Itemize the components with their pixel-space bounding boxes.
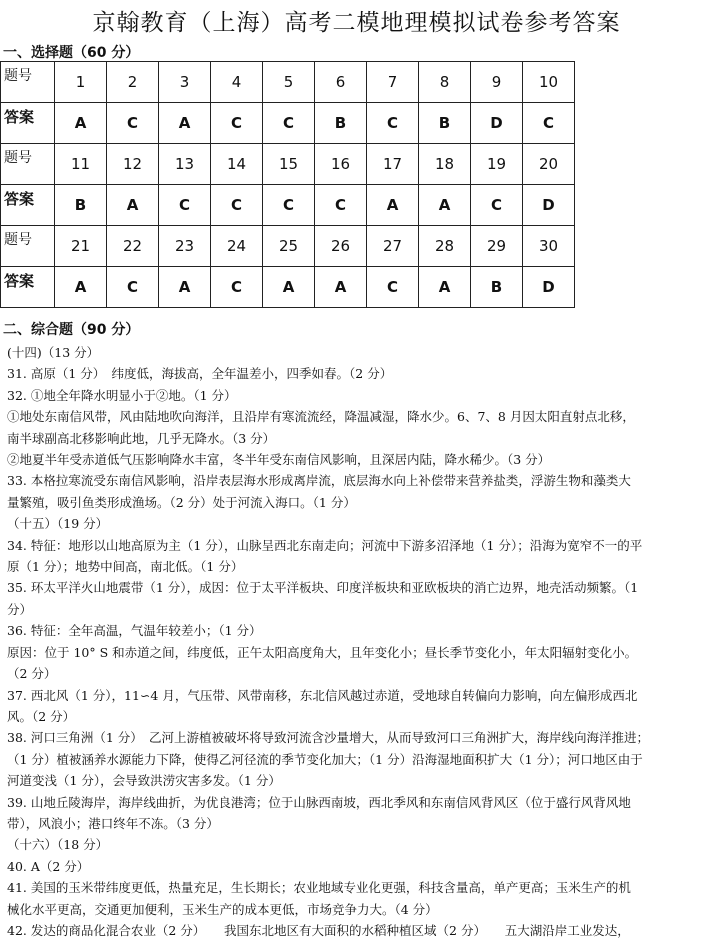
answer-text-line: 42. 发达的商品化混合农业（2 分） 我国东北地区有大面积的水稻种植区域（2 分） 五大湖沿岸工业发达， [7,922,630,938]
answer-table [0,61,575,308]
answer-text-block [7,342,707,941]
question-number-cell: 8 [419,62,471,103]
answer-cell: D [523,185,575,226]
answer-cell: D [471,103,523,144]
answer-text-line: （1 分）植被涵养水源能力下降，使得乙河径流的季节变化加大；（1 分）沿海湿地面积扩大（1 分）；河口地区由于 [7,751,643,767]
page-title: 京翰教育（上海）高考二模地理模拟试卷参考答案 [92,10,621,36]
question-number-cell: 24 [211,226,263,267]
question-number-cell: 23 [159,226,211,267]
answer-cell: D [523,267,575,308]
question-number-cell: 22 [107,226,159,267]
answer-cell: A [107,185,159,226]
answer-cell: C [315,185,367,226]
answer-text-line: 39. 山地丘陵海岸，海岸线曲折，为优良港湾；位于山脉西南坡，西北季风和东南信风背风区（位于盛行风背风地 [7,794,631,810]
answer-row [1,185,575,226]
question-number-cell: 11 [55,144,107,185]
answer-text-line: 带），风浪小；港口终年不冻。（3 分） [7,815,219,831]
answer-cell: B [471,267,523,308]
answer-cell: C [107,267,159,308]
answer-cell: C [367,103,419,144]
answer-cell: C [471,185,523,226]
question-number-cell: 7 [367,62,419,103]
row-label-question-number: 题号 [1,62,55,103]
section-heading-comprehensive: 二、综合题（90 分） [3,322,140,338]
row-label-answer: 答案 [1,267,55,308]
answer-text-line: 37. 西北风（1 分），11∽4 月，气压带、风带南移，东北信风越过赤道，受地球自转偏向力影响，向左偏形成西北 [7,687,638,703]
answer-text-line: 33. 本格拉寒流受东南信风影响，沿岸表层海水形成离岸流，底层海水向上补偿带来营养盐类，浮游生物和藻类大 [7,473,631,489]
answer-text-line: 南半球副高北移影响此地，几乎无降水。（3 分） [7,430,276,446]
question-number-cell: 30 [523,226,575,267]
question-number-cell: 19 [471,144,523,185]
answer-cell: B [315,103,367,144]
row-label-answer: 答案 [1,103,55,144]
answer-cell: A [159,103,211,144]
answer-cell: C [367,267,419,308]
answer-cell: A [55,103,107,144]
question-number-cell: 6 [315,62,367,103]
answer-cell: C [107,103,159,144]
question-number-cell: 4 [211,62,263,103]
question-number-cell: 13 [159,144,211,185]
question-number-cell: 28 [419,226,471,267]
answer-text-line: 41. 美国的玉米带纬度更低，热量充足，生长期长；农业地域专业化更强，科技含量高，单产更高；玉米生产的机 [7,880,631,896]
question-number-cell: 20 [523,144,575,185]
question-number-row [1,144,575,185]
answer-text-line: 35. 环太平洋火山地震带（1 分），成因：位于太平洋板块、印度洋板块和亚欧板块的消亡边界，地壳活动频繁。（1 [7,580,639,596]
question-number-cell: 25 [263,226,315,267]
answer-cell: A [159,267,211,308]
answer-cell: A [55,267,107,308]
answer-text-line: 械化水平更高，交通更加便利，玉米生产的成本更低，市场竞争力大。（4 分） [7,901,438,917]
question-number-row [1,226,575,267]
question-number-cell: 9 [471,62,523,103]
answer-cell: C [211,267,263,308]
question-number-cell: 3 [159,62,211,103]
question-number-row [1,62,575,103]
question-number-cell: 14 [211,144,263,185]
answer-text-line: 河道变浅（1 分），会导致洪涝灾害多发。（1 分） [7,773,281,789]
answer-text-line: 36. 特征：全年高温，气温年较差小；（1 分） [7,623,262,639]
answer-text-line: 31. 高原（1 分） 纬度低，海拔高，全年温差小，四季如春。（2 分） [7,366,393,382]
answer-text-line: 40. A（2 分） [7,858,90,874]
question-number-cell: 5 [263,62,315,103]
answer-text-line: 量繁殖，吸引鱼类形成渔场。（2 分）处于河流入海口。（1 分） [7,494,356,510]
answer-cell: A [419,185,471,226]
answer-cell: C [523,103,575,144]
answer-text-line: 原（1 分）；地势中间高，南北低。（1 分） [7,559,244,575]
answer-text-line: （十六）（18 分） [7,837,109,853]
question-number-cell: 26 [315,226,367,267]
answer-cell: C [263,185,315,226]
question-number-cell: 15 [263,144,315,185]
question-number-cell: 12 [107,144,159,185]
answer-text-line: （2 分） [7,666,57,682]
row-label-question-number: 题号 [1,144,55,185]
answer-text-line: （十五）（19 分） [7,516,109,532]
answer-cell: C [211,185,263,226]
answer-text-line: 分） [7,601,33,617]
answer-text-line: 34. 特征：地形以山地高原为主（1 分），山脉呈西北东南走向；河流中下游多沼泽地（1 分）；沿海为宽窄不一的平 [7,537,643,553]
question-number-cell: 1 [55,62,107,103]
answer-cell: B [55,185,107,226]
answer-cell: A [315,267,367,308]
answer-text-line: 风。（2 分） [7,708,76,724]
answer-row [1,103,575,144]
question-number-cell: 27 [367,226,419,267]
answer-text-line: ②地夏半年受赤道低气压影响降水丰富，冬半年受东南信风影响，且深居内陆，降水稀少。（3 分） [7,452,551,468]
answer-text-line: 38. 河口三角洲（1 分） 乙河上游植被破坏将导致河流含沙量增大，从而导致河口三角洲扩大，海岸线向海洋推进； [7,730,650,746]
answer-text-line: (十四)（13 分） [7,345,100,360]
answer-cell: A [367,185,419,226]
answer-cell: C [211,103,263,144]
answer-row [1,267,575,308]
answer-cell: B [419,103,471,144]
row-label-question-number: 题号 [1,226,55,267]
question-number-cell: 29 [471,226,523,267]
question-number-cell: 18 [419,144,471,185]
question-number-cell: 17 [367,144,419,185]
answer-cell: A [419,267,471,308]
question-number-cell: 10 [523,62,575,103]
question-number-cell: 2 [107,62,159,103]
answer-text-line: ①地处东南信风带，风由陆地吹向海洋，且沿岸有寒流流经，降温减湿，降水少。6、7、8 月因太阳直射点北移， [7,409,635,425]
answer-cell: C [159,185,211,226]
section-heading-choice: 一、选择题（60 分） [3,45,140,61]
answer-text-line: 32. ①地全年降水明显小于②地。（1 分） [7,387,237,403]
answer-cell: A [263,267,315,308]
question-number-cell: 21 [55,226,107,267]
answer-cell: C [263,103,315,144]
row-label-answer: 答案 [1,185,55,226]
answer-text-line: 原因：位于 10° S 和赤道之间，纬度低，正午太阳高度角大，且年变化小；昼长季节变化小，年太阳辐射变化小。 [7,644,638,660]
question-number-cell: 16 [315,144,367,185]
